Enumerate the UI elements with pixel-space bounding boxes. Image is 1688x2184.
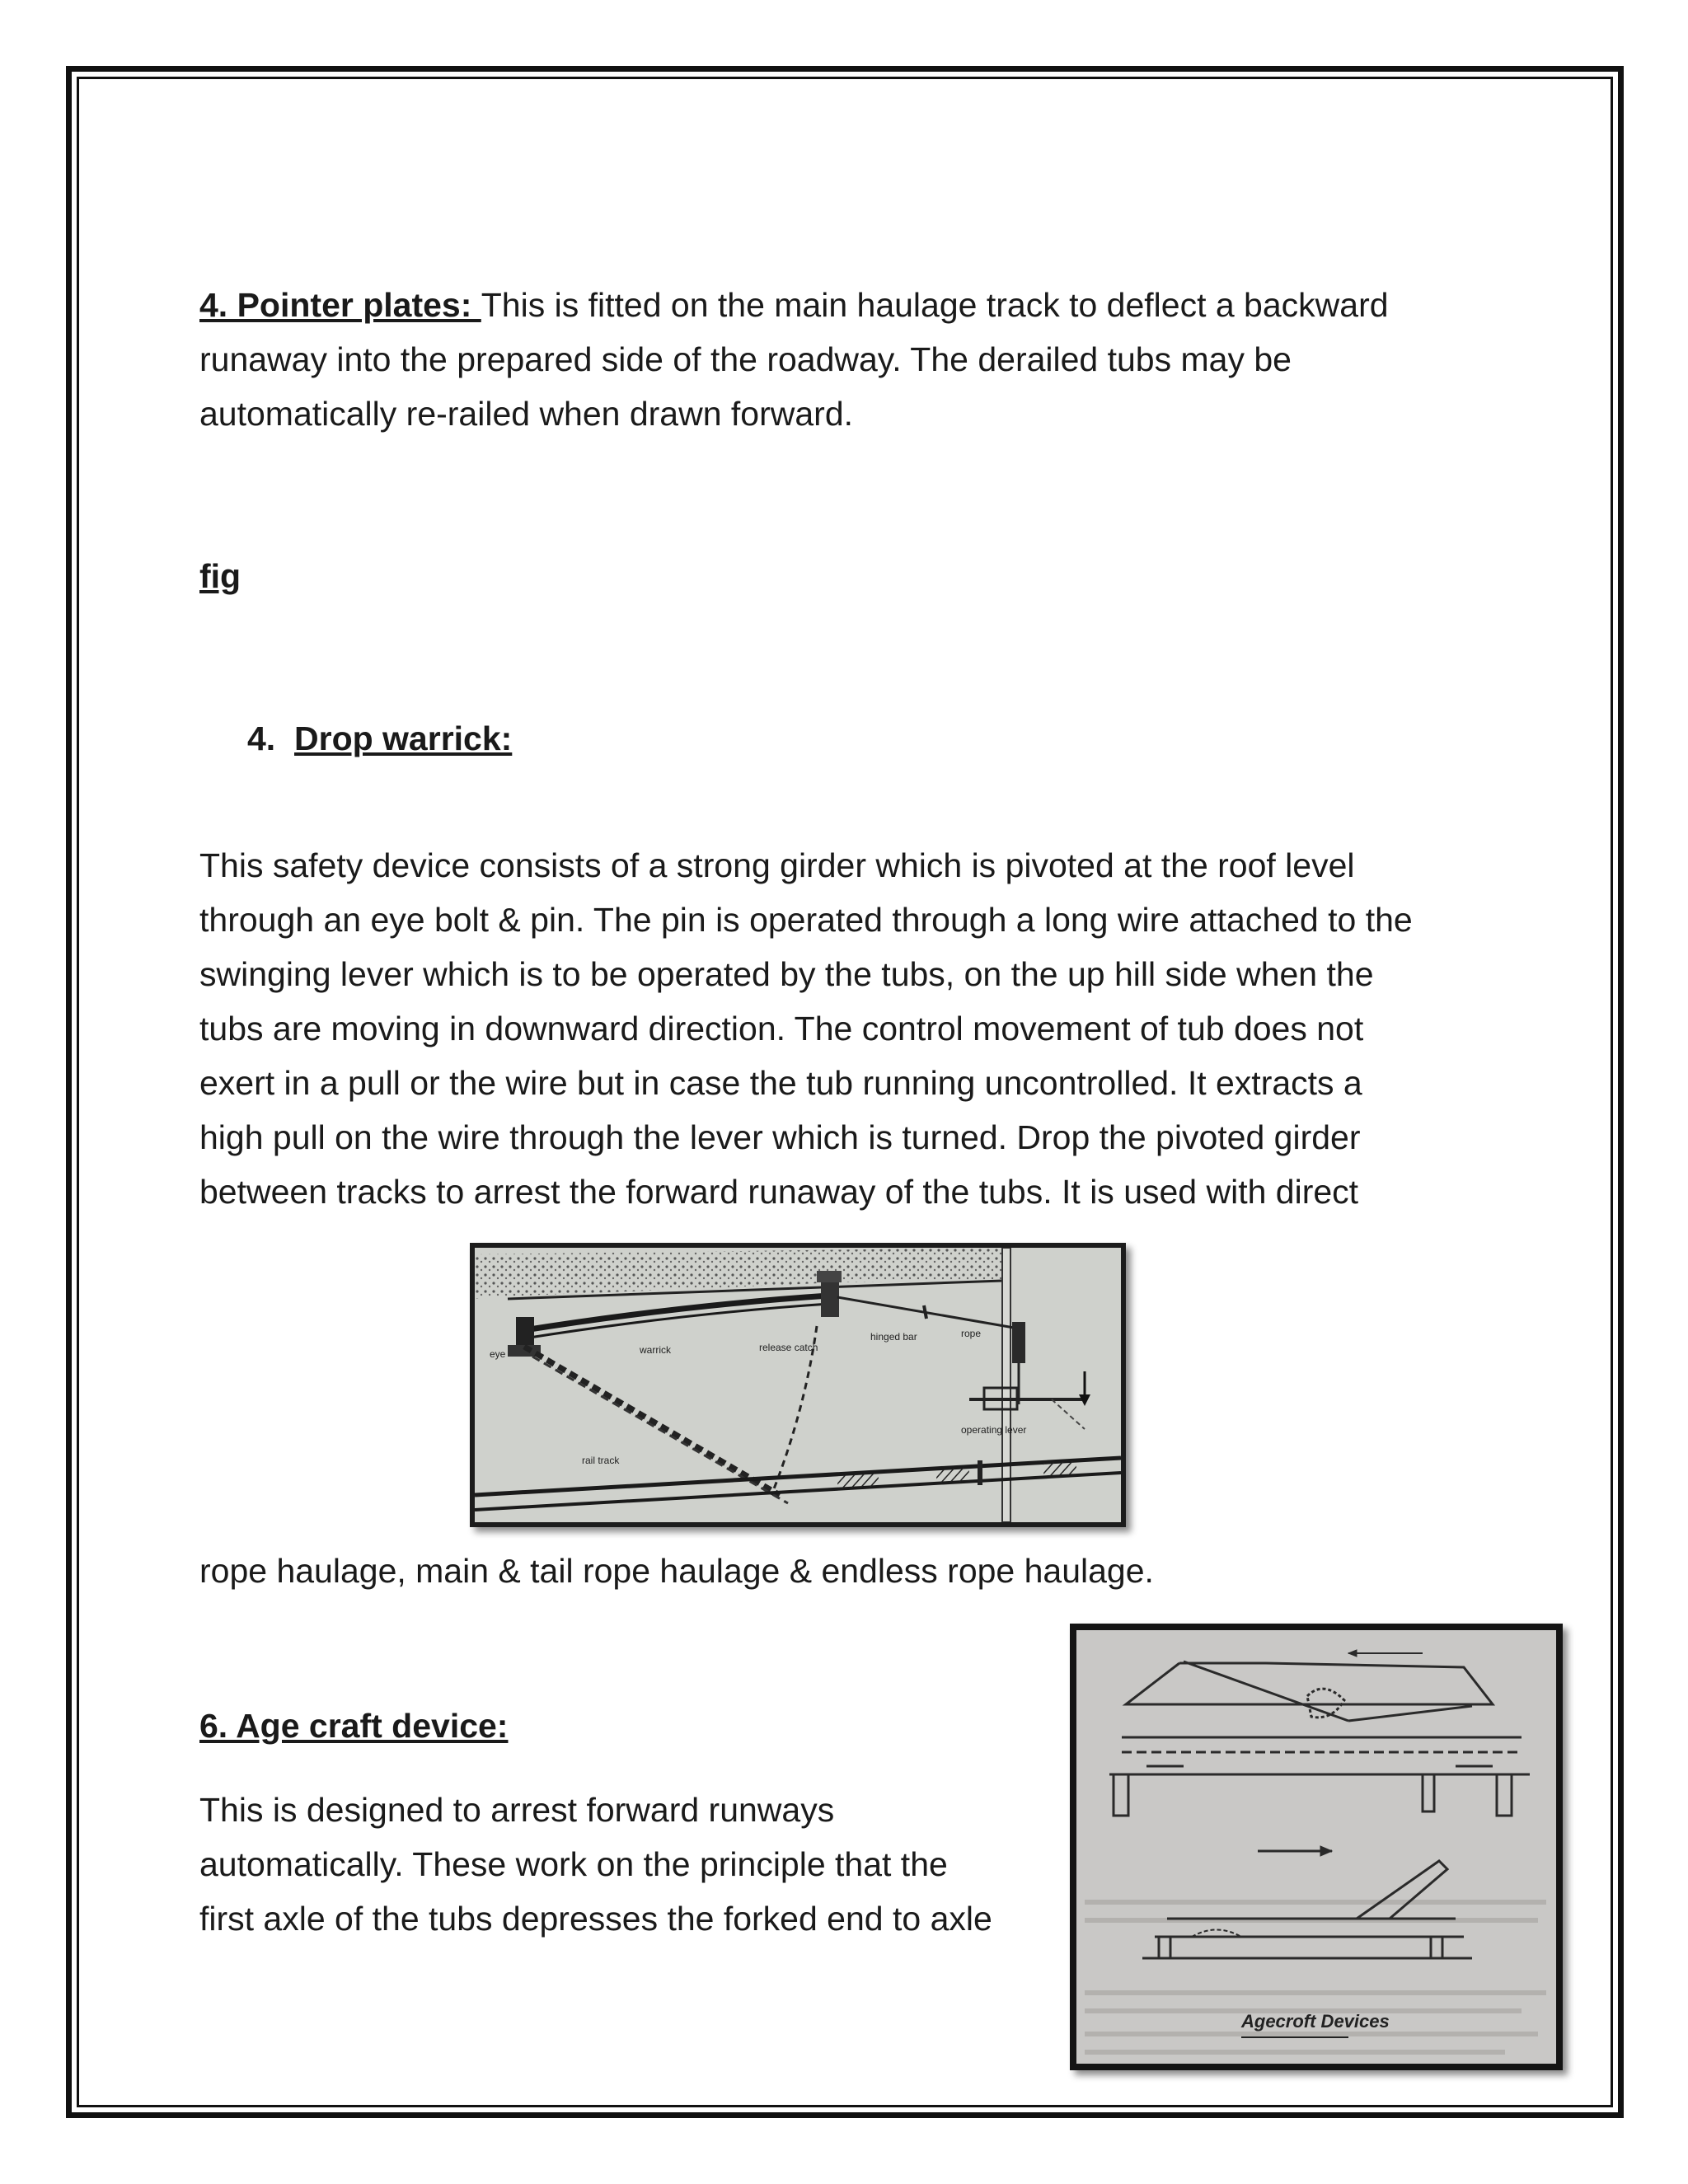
agecraft-line-3: first axle of the tubs depresses the forked end to axle <box>199 1900 992 1938</box>
release-catch-bracket <box>821 1281 839 1317</box>
label-warrick: warrick <box>640 1344 671 1356</box>
dropped-warrick <box>524 1347 780 1495</box>
drop-warrick-number: 4. <box>247 719 276 757</box>
agecraft-heading: 6. Age craft device: <box>199 1707 509 1745</box>
label-rope: rope <box>961 1328 982 1339</box>
label-hinged-bar: hinged bar <box>870 1331 917 1343</box>
sleeper-1 <box>837 1474 879 1489</box>
drop-warrick-line-1: This safety device consists of a strong girder which is pivoted at the roof level <box>199 846 1355 884</box>
agecraft-diagram <box>1076 1630 1556 2064</box>
pointer-plates-text-1: This is fitted on the main haulage track to deflect a backward <box>481 286 1389 324</box>
drop-warrick-line-4: tubs are moving in downward direction. The control movement of tub does not <box>199 1010 1364 1047</box>
fig-label: fig <box>199 557 241 595</box>
drop-warrick-line-3: swinging lever which is to be operated by the tubs, on the up hill side when the <box>199 955 1374 993</box>
label-release-catch: release catch <box>759 1342 818 1353</box>
agecraft-line-2: automatically. These work on the principle that the <box>199 1845 948 1883</box>
rope-line <box>837 1297 1019 1329</box>
agecraft-upper-device <box>1109 1650 1530 1816</box>
rail-track-line <box>475 1458 1121 1495</box>
warrick-girder <box>524 1296 829 1330</box>
eye-bolt <box>516 1317 534 1345</box>
agecraft-caption: Agecroft Devices <box>1241 2011 1390 2032</box>
agecraft-line-1: This is designed to arrest forward runways <box>199 1791 835 1829</box>
drop-warrick-heading-line <box>247 712 512 766</box>
drop-warrick-line-7: between tracks to arrest the forward runaway of the tubs. It is used with direct <box>199 1173 1359 1211</box>
agecraft-figure <box>1070 1624 1563 2070</box>
label-operating-lever: operating lever <box>961 1424 1027 1436</box>
drop-warrick-continuation: rope haulage, main & tail rope haulage & endless rope haulage. <box>199 1552 1154 1590</box>
pointer-plates-line-2: runaway into the prepared side of the roadway. The derailed tubs may be <box>199 340 1292 378</box>
pointer-plates-heading: 4. Pointer plates: <box>199 286 481 324</box>
drop-warrick-line-2: through an eye bolt & pin. The pin is operated through a long wire attached to the <box>199 901 1413 939</box>
drop-warrick-line-5: exert in a pull or the wire but in case the tub running uncontrolled. It extracts a <box>199 1064 1362 1102</box>
pointer-plates-line-1 <box>199 279 1389 333</box>
pointer-plates-line-3: automatically re-railed when drawn forward. <box>199 395 854 433</box>
label-rail-track: rail track <box>582 1455 620 1466</box>
drop-warrick-diagram <box>475 1248 1121 1522</box>
drop-warrick-figure <box>470 1243 1126 1527</box>
label-eye: eye <box>490 1348 506 1360</box>
drop-warrick-heading: Drop warrick: <box>294 719 513 757</box>
drop-warrick-line-6: high pull on the wire through the lever which is turned. Drop the pivoted girder <box>199 1118 1361 1156</box>
